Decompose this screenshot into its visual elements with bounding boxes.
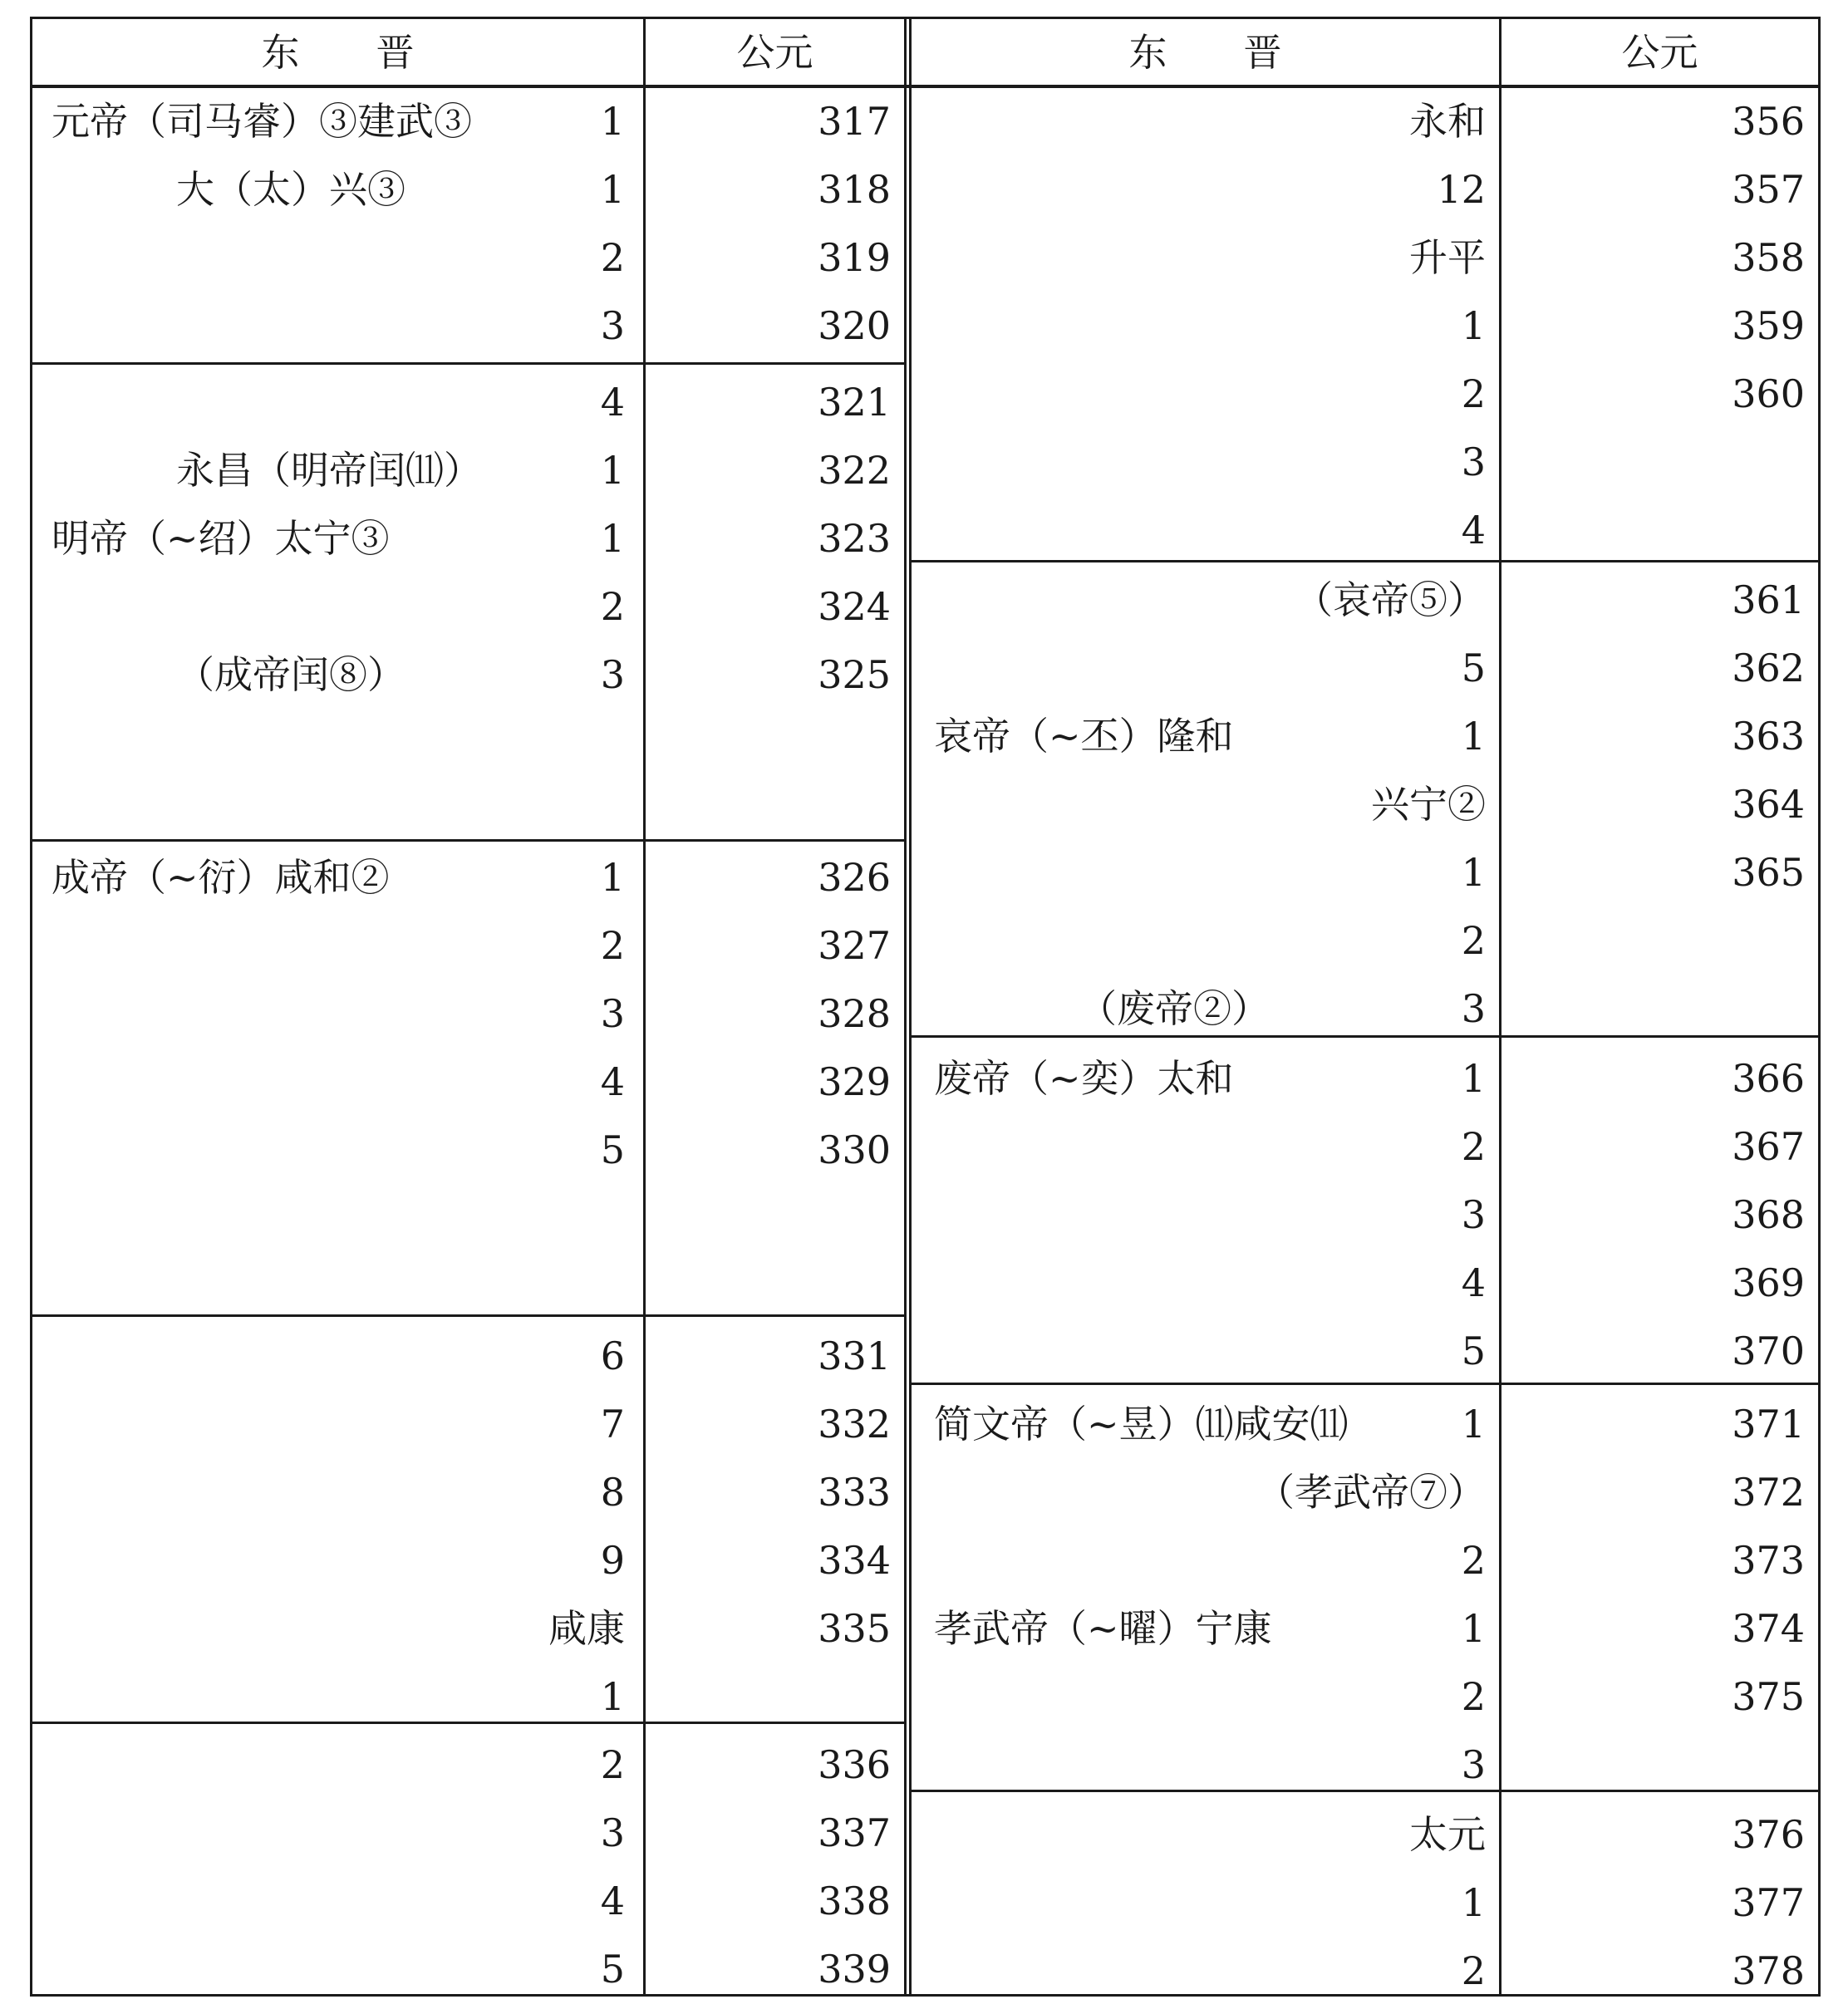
regnal-year: 2 (1461, 1948, 1486, 1993)
era-label: 元帝（司马睿）③建武③ (52, 99, 472, 144)
ad-year: 359 (1732, 303, 1805, 348)
regnal-year: 1 (1461, 1880, 1486, 1925)
ad-year: 372 (1732, 1470, 1805, 1515)
regnal-year: 1 (600, 855, 625, 900)
right-outer-border (1818, 17, 1821, 1997)
regnal-year: 1 (1461, 1606, 1486, 1651)
ad-year: 334 (818, 1538, 891, 1583)
ad-year: 364 (1732, 782, 1805, 827)
ad-year: 337 (818, 1810, 891, 1855)
ad-year: 321 (818, 380, 891, 425)
ad-year: 363 (1732, 714, 1805, 759)
regnal-year: 5 (1461, 646, 1486, 690)
regnal-year: 12 (1437, 167, 1486, 212)
regnal-year: 永和 (1409, 99, 1486, 144)
regnal-year: 4 (1461, 508, 1486, 553)
left-ad-divider (643, 17, 646, 1997)
regnal-year: 2 (1461, 371, 1486, 416)
ad-year: 324 (818, 584, 891, 629)
regnal-year: 2 (600, 923, 625, 968)
right-panel-left-border (909, 17, 912, 1997)
regnal-year: 1 (1461, 303, 1486, 348)
right-group-divider (909, 1790, 1820, 1792)
regnal-year: 2 (1461, 1124, 1486, 1169)
regnal-year: 2 (600, 235, 625, 280)
regnal-year: 咸康 (548, 1606, 625, 1651)
regnal-year: 3 (1461, 1192, 1486, 1237)
right-ad-header: 公元 (1621, 30, 1698, 75)
regnal-year: 3 (600, 991, 625, 1036)
regnal-year: 1 (1461, 1056, 1486, 1101)
regnal-year: （哀帝⑤） (1295, 577, 1486, 622)
ad-year: 329 (818, 1059, 891, 1104)
regnal-year: 1 (600, 516, 625, 561)
regnal-year: 2 (1461, 1674, 1486, 1719)
ad-year: 326 (818, 855, 891, 900)
regnal-year: 1 (1461, 1402, 1486, 1447)
right-ad-divider (1499, 17, 1502, 1997)
regnal-year: 3 (1461, 1742, 1486, 1787)
regnal-year: 4 (1461, 1260, 1486, 1305)
ad-year: 318 (818, 167, 891, 212)
era-label: 永昌（明帝闰⑾） (176, 448, 482, 493)
regnal-year: 1 (600, 99, 625, 144)
regnal-year: 7 (600, 1402, 625, 1447)
ad-year: 327 (818, 923, 891, 968)
ad-year: 330 (818, 1127, 891, 1172)
right-group-divider (909, 560, 1820, 562)
regnal-year: 2 (1461, 1538, 1486, 1583)
regnal-year: 3 (1461, 440, 1486, 484)
left-panel-right-border (904, 17, 907, 1997)
regnal-year: 5 (600, 1127, 625, 1172)
regnal-year: 9 (600, 1538, 625, 1583)
left-group-divider (30, 1314, 906, 1317)
ad-year: 373 (1732, 1538, 1805, 1583)
era-label: 废帝（~奕）太和 (934, 1056, 1234, 1101)
era-label: 哀帝（~丕）隆和 (934, 714, 1234, 759)
ad-year: 357 (1732, 167, 1805, 212)
left-ad-header: 公元 (736, 30, 813, 75)
ad-year: 377 (1732, 1880, 1805, 1925)
ad-year: 325 (818, 652, 891, 697)
regnal-year: 3 (600, 652, 625, 697)
regnal-year: 2 (600, 1742, 625, 1787)
ad-year: 333 (818, 1470, 891, 1515)
ad-year: 370 (1732, 1329, 1805, 1373)
regnal-year: 1 (600, 167, 625, 212)
regnal-year: 升平 (1409, 235, 1486, 280)
ad-year: 317 (818, 99, 891, 144)
ad-year: 374 (1732, 1606, 1805, 1651)
ad-year: 339 (818, 1947, 891, 1992)
regnal-year: 兴宁② (1371, 782, 1486, 827)
era-label: （成帝闰⑧） (176, 652, 405, 697)
left-group-divider (30, 839, 906, 842)
left-group-divider (30, 1722, 906, 1724)
ad-year: 322 (818, 448, 891, 493)
regnal-year: 5 (1461, 1329, 1486, 1373)
ad-year: 335 (818, 1606, 891, 1651)
era-label: 明帝（~绍）太宁③ (52, 516, 390, 561)
regnal-year: 2 (600, 584, 625, 629)
ad-year: 338 (818, 1879, 891, 1923)
ad-year: 360 (1732, 371, 1805, 416)
era-label: （废帝②） (1079, 986, 1270, 1031)
regnal-year: 4 (600, 380, 625, 425)
regnal-year: 5 (600, 1947, 625, 1992)
right-group-divider (909, 1383, 1820, 1385)
ad-year: 365 (1732, 850, 1805, 895)
ad-year: 328 (818, 991, 891, 1036)
regnal-year: 3 (600, 303, 625, 348)
left-dynasty-header: 东 晋 (261, 30, 415, 75)
ad-year: 366 (1732, 1056, 1805, 1101)
era-label: 简文帝（~昱）⑾咸安⑾ (934, 1402, 1349, 1447)
ad-year: 332 (818, 1402, 891, 1447)
regnal-year: 1 (1461, 850, 1486, 895)
ad-year: 336 (818, 1742, 891, 1787)
ad-year: 375 (1732, 1674, 1805, 1719)
ad-year: 358 (1732, 235, 1805, 280)
regnal-year: 太元 (1409, 1812, 1486, 1857)
ad-year: 356 (1732, 99, 1805, 144)
ad-year: 323 (818, 516, 891, 561)
ad-year: 331 (818, 1334, 891, 1378)
era-label: 大（太）兴③ (176, 167, 405, 212)
left-outer-border (30, 17, 32, 1997)
regnal-year: 3 (600, 1810, 625, 1855)
regnal-year: 4 (600, 1059, 625, 1104)
ad-year: 320 (818, 303, 891, 348)
right-dynasty-header: 东 晋 (1128, 30, 1282, 75)
regnal-year: 1 (1461, 714, 1486, 759)
regnal-year: 8 (600, 1470, 625, 1515)
regnal-year: 4 (600, 1879, 625, 1923)
regnal-year: 6 (600, 1334, 625, 1378)
regnal-year: 1 (600, 448, 625, 493)
ad-year: 378 (1732, 1948, 1805, 1993)
regnal-year: 1 (600, 1674, 625, 1719)
regnal-year: 2 (1461, 918, 1486, 963)
era-label: 孝武帝（~曜）宁康 (934, 1606, 1272, 1651)
ad-year: 376 (1732, 1812, 1805, 1857)
ad-year: 371 (1732, 1402, 1805, 1447)
ad-year: 362 (1732, 646, 1805, 690)
ad-year: 369 (1732, 1260, 1805, 1305)
ad-year: 367 (1732, 1124, 1805, 1169)
ad-year: 319 (818, 235, 891, 280)
ad-year: 368 (1732, 1192, 1805, 1237)
regnal-year: （孝武帝⑦） (1256, 1470, 1486, 1515)
ad-year: 361 (1732, 577, 1805, 622)
right-group-divider (909, 1035, 1820, 1038)
regnal-year: 3 (1461, 986, 1486, 1031)
era-label: 成帝（~衍）咸和② (52, 855, 390, 900)
left-group-divider (30, 362, 906, 365)
